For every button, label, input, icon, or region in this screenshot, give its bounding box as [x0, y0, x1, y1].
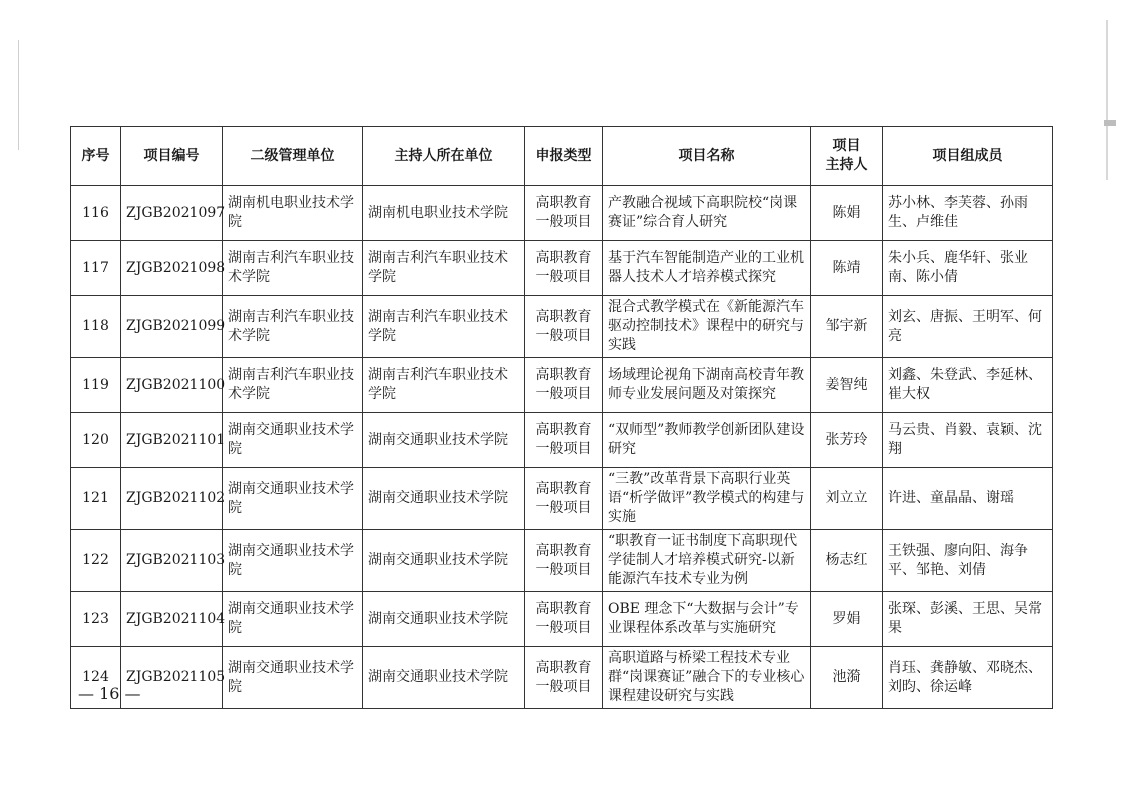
cell-host: 罗娟: [811, 592, 883, 647]
cell-host-unit: 湖南交通职业技术学院: [363, 647, 525, 709]
page-number: — 16 —: [78, 684, 141, 703]
cell-unit: 湖南交通职业技术学院: [223, 530, 363, 592]
header-host-line2: 主持人: [825, 157, 868, 173]
cell-host: 陈娟: [811, 186, 883, 241]
cell-seq: 116: [71, 186, 121, 241]
table-row: [71, 413, 1053, 468]
cell-code: ZJGB2021098: [121, 241, 223, 296]
cell-members: 马云贵、肖毅、袁颖、沈翔: [883, 413, 1053, 468]
header-name: 项目名称: [603, 127, 811, 186]
table-row: [71, 186, 1053, 241]
header-host-line1: 项目: [832, 138, 861, 154]
cell-seq: 120: [71, 413, 121, 468]
cell-unit: 湖南机电职业技术学院: [223, 186, 363, 241]
table-row: [71, 592, 1053, 647]
cell-host: 杨志红: [811, 530, 883, 592]
cell-name: 高职道路与桥梁工程技术专业群“岗课赛证”融合下的专业核心课程建设研究与实践: [603, 647, 811, 709]
table-row: [71, 530, 1053, 592]
cell-name: 场域理论视角下湖南高校青年教师专业发展问题及对策探究: [603, 358, 811, 413]
cell-code: ZJGB2021102: [121, 468, 223, 530]
cell-members: 许进、童晶晶、谢瑶: [883, 468, 1053, 530]
cell-members: 王铁强、廖向阳、海争平、邹艳、刘倩: [883, 530, 1053, 592]
cell-type: 高职教育一般项目: [525, 647, 603, 709]
cell-name: “职教育一证书制度下高职现代学徒制人才培养模式研究-以新能源汽车技术专业为例: [603, 530, 811, 592]
cell-unit: 湖南吉利汽车职业技术学院: [223, 241, 363, 296]
cell-name: OBE 理念下“大数据与会计”专业课程体系改革与实施研究: [603, 592, 811, 647]
cell-host-unit: 湖南交通职业技术学院: [363, 592, 525, 647]
table-header-row: [71, 127, 1053, 186]
cell-host: 张芳玲: [811, 413, 883, 468]
cell-seq: 118: [71, 296, 121, 358]
cell-unit: 湖南交通职业技术学院: [223, 592, 363, 647]
cell-code: ZJGB2021104: [121, 592, 223, 647]
cell-code: ZJGB2021097: [121, 186, 223, 241]
cell-host-unit: 湖南交通职业技术学院: [363, 468, 525, 530]
cell-code: ZJGB2021100: [121, 358, 223, 413]
cell-unit: 湖南交通职业技术学院: [223, 468, 363, 530]
cell-seq: 121: [71, 468, 121, 530]
cell-host-unit: 湖南交通职业技术学院: [363, 413, 525, 468]
cell-host: 陈靖: [811, 241, 883, 296]
cell-members: 肖珏、龚静敏、邓晓杰、刘昀、徐运峰: [883, 647, 1053, 709]
cell-host: 池漪: [811, 647, 883, 709]
cell-host: 姜智纯: [811, 358, 883, 413]
cell-seq: 123: [71, 592, 121, 647]
table-row: [71, 358, 1053, 413]
header-host: [811, 127, 883, 186]
cell-members: 苏小林、李芙蓉、孙雨生、卢维佳: [883, 186, 1053, 241]
cell-unit: 湖南交通职业技术学院: [223, 413, 363, 468]
scan-artifact: [1104, 120, 1116, 126]
header-type: 申报类型: [525, 127, 603, 186]
cell-type: 高职教育一般项目: [525, 592, 603, 647]
cell-code: ZJGB2021105: [121, 647, 223, 709]
cell-host-unit: 湖南交通职业技术学院: [363, 530, 525, 592]
cell-unit: 湖南吉利汽车职业技术学院: [223, 358, 363, 413]
project-table: [70, 126, 1053, 709]
cell-code: ZJGB2021099: [121, 296, 223, 358]
cell-type: 高职教育一般项目: [525, 530, 603, 592]
cell-host-unit: 湖南吉利汽车职业技术学院: [363, 358, 525, 413]
cell-host-unit: 湖南机电职业技术学院: [363, 186, 525, 241]
cell-name: 基于汽车智能制造产业的工业机器人技术人才培养模式探究: [603, 241, 811, 296]
cell-name: “三教”改革背景下高职行业英语“析学做评”教学模式的构建与实施: [603, 468, 811, 530]
cell-type: 高职教育一般项目: [525, 296, 603, 358]
header-host-unit: 主持人所在单位: [363, 127, 525, 186]
cell-type: 高职教育一般项目: [525, 241, 603, 296]
cell-host-unit: 湖南吉利汽车职业技术学院: [363, 241, 525, 296]
cell-members: 张琛、彭溪、王思、吴常果: [883, 592, 1053, 647]
table-row: [71, 296, 1053, 358]
table-row: [71, 468, 1053, 530]
cell-type: 高职教育一般项目: [525, 413, 603, 468]
cell-members: 刘鑫、朱登武、李延林、崔大权: [883, 358, 1053, 413]
cell-members: 刘玄、唐振、王明军、何亮: [883, 296, 1053, 358]
cell-type: 高职教育一般项目: [525, 358, 603, 413]
header-code: 项目编号: [121, 127, 223, 186]
header-members: 项目组成员: [883, 127, 1053, 186]
cell-unit: 湖南交通职业技术学院: [223, 647, 363, 709]
header-seq: 序号: [71, 127, 121, 186]
cell-members: 朱小兵、鹿华轩、张业南、陈小倩: [883, 241, 1053, 296]
cell-code: ZJGB2021101: [121, 413, 223, 468]
cell-host: 邹宇新: [811, 296, 883, 358]
cell-unit: 湖南吉利汽车职业技术学院: [223, 296, 363, 358]
cell-seq: 122: [71, 530, 121, 592]
cell-seq: 117: [71, 241, 121, 296]
scan-edge-mark: [18, 40, 19, 150]
cell-host: 刘立立: [811, 468, 883, 530]
cell-type: 高职教育一般项目: [525, 468, 603, 530]
header-unit: 二级管理单位: [223, 127, 363, 186]
scan-edge-mark: [1106, 20, 1108, 180]
cell-name: 混合式教学模式在《新能源汽车驱动控制技术》课程中的研究与实践: [603, 296, 811, 358]
cell-type: 高职教育一般项目: [525, 186, 603, 241]
cell-host-unit: 湖南吉利汽车职业技术学院: [363, 296, 525, 358]
table-row: [71, 241, 1053, 296]
cell-seq: 119: [71, 358, 121, 413]
cell-seq: 124: [71, 647, 121, 709]
cell-name: 产教融合视域下高职院校“岗课赛证”综合育人研究: [603, 186, 811, 241]
table-row: [71, 647, 1053, 709]
cell-code: ZJGB2021103: [121, 530, 223, 592]
cell-name: “双师型”教师教学创新团队建设研究: [603, 413, 811, 468]
